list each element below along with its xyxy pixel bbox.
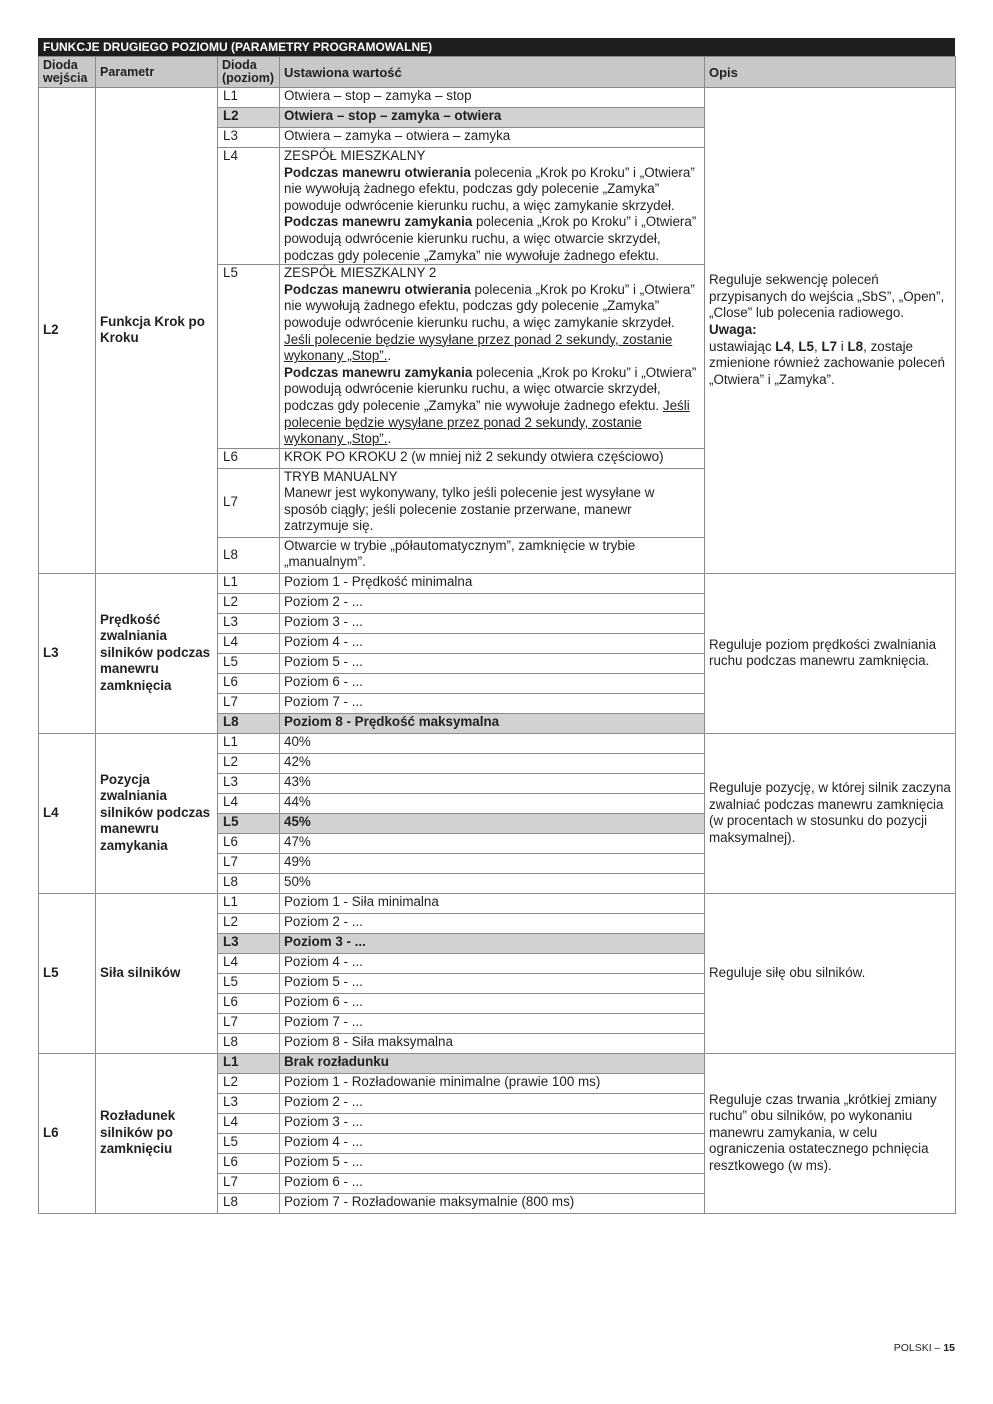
level-led-cell: L3: [218, 128, 280, 148]
level-led-cell: L8: [218, 537, 280, 573]
set-value-cell: Poziom 7 - ...: [280, 693, 705, 713]
entry-led-cell: L6: [39, 1053, 96, 1213]
level-led-cell: L4: [218, 148, 280, 265]
header-entry-led: Dioda wejścia: [39, 57, 96, 88]
level-led-cell: L5: [218, 813, 280, 833]
document-page: [38, 38, 955, 1214]
level-led-cell: L7: [218, 468, 280, 537]
set-value-cell: Poziom 3 - ...: [280, 933, 705, 953]
set-value-cell: Poziom 8 - Prędkość maksymalna: [280, 713, 705, 733]
description-cell: Reguluje czas trwania „krótkiej zmiany ruchu” obu silników, po wykonaniu manewru zamykania, w celu ograniczenia ostatecznego pchnięcia resztkowego (w ms).: [705, 1053, 956, 1213]
level-led-cell: L5: [218, 1133, 280, 1153]
set-value-cell: TRYB MANUALNY Manewr jest wykonywany, tylko jeśli polecenie jest wysyłane w sposób ciągły; jeśli polecenie zostanie przerwane, manewr zatrzymuje się.: [280, 468, 705, 537]
table-row: [39, 1053, 956, 1073]
set-value-cell: Poziom 7 - ...: [280, 1013, 705, 1033]
parameters-table: [38, 56, 956, 1214]
description-cell: Reguluje sekwencję poleceń przypisanych do wejścia „SbS”, „Open”, „Close” lub polecenia radiowego. Uwaga: ustawiając L4, L5, L7 i L8, zostaje zmienione również zachowanie poleceń „Otwiera” i „Zamyka”.: [705, 88, 956, 574]
level-led-cell: L8: [218, 1033, 280, 1053]
set-value-cell: 40%: [280, 733, 705, 753]
level-led-cell: L6: [218, 1153, 280, 1173]
level-led-cell: L5: [218, 973, 280, 993]
level-led-cell: L6: [218, 833, 280, 853]
level-led-cell: L2: [218, 1073, 280, 1093]
set-value-cell: 49%: [280, 853, 705, 873]
set-value-cell: Poziom 7 - Rozładowanie maksymalnie (800 ms): [280, 1193, 705, 1213]
level-led-cell: L7: [218, 1173, 280, 1193]
set-value-cell: Brak rozładunku: [280, 1053, 705, 1073]
set-value-cell: Poziom 2 - ...: [280, 593, 705, 613]
table-body: [39, 88, 956, 1214]
entry-led-cell: L5: [39, 893, 96, 1053]
entry-led-cell: L4: [39, 733, 96, 893]
level-led-cell: L7: [218, 853, 280, 873]
set-value-cell: 44%: [280, 793, 705, 813]
set-value-cell: Poziom 1 - Siła minimalna: [280, 893, 705, 913]
set-value-cell: 42%: [280, 753, 705, 773]
level-led-cell: L4: [218, 1113, 280, 1133]
set-value-cell: ZESPÓŁ MIESZKALNY 2 Podczas manewru otwierania polecenia „Krok po Kroku” i „Otwiera” nie wywołują żadnego efektu, podczas gdy polecenie „Zamyka” powoduje odwrócenie kierunku ruchu, a więc zamykanie skrzydeł. Jeśli polecenie będzie wysyłane przez ponad 2 sekundy, zostanie wykonany „Stop”.. Podczas manewru zamykania polecenia „Krok po Kroku” i „Otwiera” powodują odwrócenie kierunku ruchu, a więc otwarcie skrzydeł, podczas gdy polecenie „Zamyka” nie wywołuje żadnego efektu. Jeśli polecenie będzie wysyłane przez ponad 2 sekundy, zostanie wykonany „Stop”..: [280, 265, 705, 449]
description-cell: Reguluje poziom prędkości zwalniania ruchu podczas manewru zamknięcia.: [705, 573, 956, 733]
level-led-cell: L4: [218, 793, 280, 813]
table-row: [39, 573, 956, 593]
table-row: [39, 893, 956, 913]
level-led-cell: L2: [218, 913, 280, 933]
header-set-value: Ustawiona wartość: [280, 57, 705, 88]
set-value-cell: Poziom 5 - ...: [280, 1153, 705, 1173]
set-value-cell: ZESPÓŁ MIESZKALNY Podczas manewru otwierania polecenia „Krok po Kroku” i „Otwiera” nie wywołują żadnego efektu, podczas gdy polecenie „Zamyka” powoduje odwrócenie kierunku ruchu, a więc zamykanie skrzydeł. Podczas manewru zamykania polecenia „Krok po Kroku” i „Otwiera” powodują odwrócenie kierunku ruchu, a więc otwarcie skrzydeł, podczas gdy polecenie „Zamyka” nie wywołuje żadnego efektu.: [280, 148, 705, 265]
footer-language: POLSKI –: [893, 1342, 944, 1354]
level-led-cell: L8: [218, 873, 280, 893]
set-value-cell: Poziom 1 - Prędkość minimalna: [280, 573, 705, 593]
set-value-cell: Otwiera – stop – zamyka – stop: [280, 88, 705, 108]
entry-led-cell: L2: [39, 88, 96, 574]
set-value-cell: Poziom 6 - ...: [280, 673, 705, 693]
level-led-cell: L3: [218, 613, 280, 633]
set-value-cell: Poziom 3 - ...: [280, 613, 705, 633]
page-footer: [894, 1342, 955, 1354]
set-value-cell: 50%: [280, 873, 705, 893]
parameter-name-cell: Siła silników: [96, 893, 218, 1053]
entry-led-cell: L3: [39, 573, 96, 733]
level-led-cell: L1: [218, 573, 280, 593]
header-parameter: Parametr: [96, 57, 218, 88]
set-value-cell: Poziom 3 - ...: [280, 1113, 705, 1133]
level-led-cell: L6: [218, 993, 280, 1013]
header-description: Opis: [705, 57, 956, 88]
level-led-cell: L7: [218, 1013, 280, 1033]
level-led-cell: L6: [218, 448, 280, 468]
header-level-led: Dioda (poziom): [218, 57, 280, 88]
page-number: 15: [943, 1342, 955, 1354]
table-title: FUNKCJE DRUGIEGO POZIOMU (PARAMETRY PROGRAMOWALNE): [38, 38, 955, 56]
table-row: [39, 733, 956, 753]
level-led-cell: L4: [218, 633, 280, 653]
level-led-cell: L2: [218, 108, 280, 128]
level-led-cell: L6: [218, 673, 280, 693]
set-value-cell: Poziom 6 - ...: [280, 1173, 705, 1193]
level-led-cell: L3: [218, 1093, 280, 1113]
set-value-cell: Otwiera – stop – zamyka – otwiera: [280, 108, 705, 128]
set-value-cell: Poziom 2 - ...: [280, 913, 705, 933]
level-led-cell: L1: [218, 1053, 280, 1073]
set-value-cell: Poziom 1 - Rozładowanie minimalne (prawie 100 ms): [280, 1073, 705, 1093]
set-value-cell: 47%: [280, 833, 705, 853]
set-value-cell: 45%: [280, 813, 705, 833]
parameter-name-cell: Rozładunek silników po zamknięciu: [96, 1053, 218, 1213]
level-led-cell: L7: [218, 693, 280, 713]
level-led-cell: L1: [218, 733, 280, 753]
level-led-cell: L3: [218, 773, 280, 793]
set-value-cell: Poziom 5 - ...: [280, 973, 705, 993]
set-value-cell: Poziom 5 - ...: [280, 653, 705, 673]
level-led-cell: L4: [218, 953, 280, 973]
level-led-cell: L3: [218, 933, 280, 953]
set-value-cell: Poziom 4 - ...: [280, 953, 705, 973]
level-led-cell: L5: [218, 265, 280, 449]
set-value-cell: 43%: [280, 773, 705, 793]
parameter-name-cell: Funkcja Krok po Kroku: [96, 88, 218, 574]
level-led-cell: L8: [218, 1193, 280, 1213]
set-value-cell: Otwiera – zamyka – otwiera – zamyka: [280, 128, 705, 148]
level-led-cell: L2: [218, 753, 280, 773]
level-led-cell: L5: [218, 653, 280, 673]
table-row: [39, 88, 956, 108]
set-value-cell: Poziom 4 - ...: [280, 633, 705, 653]
set-value-cell: Poziom 8 - Siła maksymalna: [280, 1033, 705, 1053]
description-cell: Reguluje pozycję, w której silnik zaczyna zwalniać podczas manewru zamknięcia (w procentach w stosunku do pozycji maksymalnej).: [705, 733, 956, 893]
parameter-name-cell: Pozycja zwalniania silników podczas manewru zamykania: [96, 733, 218, 893]
set-value-cell: Poziom 6 - ...: [280, 993, 705, 1013]
level-led-cell: L2: [218, 593, 280, 613]
set-value-cell: Poziom 2 - ...: [280, 1093, 705, 1113]
parameter-name-cell: Prędkość zwalniania silników podczas manewru zamknięcia: [96, 573, 218, 733]
level-led-cell: L8: [218, 713, 280, 733]
description-cell: Reguluje siłę obu silników.: [705, 893, 956, 1053]
set-value-cell: Otwarcie w trybie „półautomatycznym”, zamknięcie w trybie „manualnym”.: [280, 537, 705, 573]
level-led-cell: L1: [218, 88, 280, 108]
level-led-cell: L1: [218, 893, 280, 913]
set-value-cell: KROK PO KROKU 2 (w mniej niż 2 sekundy otwiera częściowo): [280, 448, 705, 468]
set-value-cell: Poziom 4 - ...: [280, 1133, 705, 1153]
